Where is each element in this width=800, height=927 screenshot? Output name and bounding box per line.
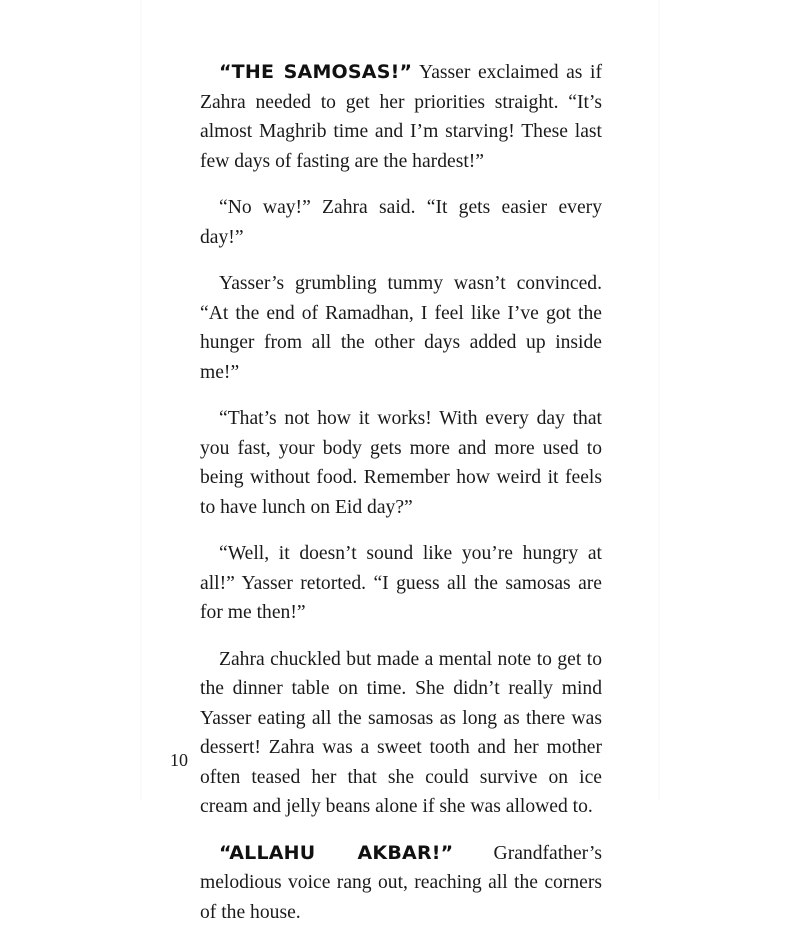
paragraph-text: “That’s not how it works! With every day that you fast, your body gets more and more used to being without food. Remember how weird it feels to have lunch on Eid day?”: [200, 408, 602, 518]
paragraph-text: Zahra chuckled but made a mental note to get to the dinner table on time. She didn’t really mind Yasser eating all the samosas as long as there was dessert! Zahra was a sweet tooth and her mother often teased her that she could survive on ice cream and jelly beans alone if she was allowed to.: [200, 649, 602, 818]
story-text: [200, 58, 602, 927]
paragraph-5: [200, 539, 602, 628]
page-number: 10: [170, 750, 188, 771]
paragraph-text: “No way!” Zahra said. “It gets easier every day!”: [200, 197, 602, 248]
paragraph-text: “Well, it doesn’t sound like you’re hungry at all!” Yasser retorted. “I guess all the samosas are for me then!”: [200, 543, 602, 623]
paragraph-text: Yasser exclaimed as if Zahra needed to get her priorities straight. “It’s almost Maghrib time and I’m starving! These last few days of fasting are the hardest!”: [200, 62, 602, 172]
paragraph-7: [200, 839, 602, 927]
paragraph-2: [200, 193, 602, 252]
exclamation-heading: “THE SAMOSAS!”: [219, 61, 412, 83]
paragraph-1: [200, 58, 602, 176]
paragraph-4: [200, 404, 602, 522]
exclamation-heading: “ALLAHU AKBAR!”: [219, 842, 453, 864]
paragraph-text: Grandfather’s melodious voice rang out, reaching all the corners of the house.: [200, 843, 602, 923]
paragraph-3: [200, 269, 602, 387]
paragraph-6: [200, 645, 602, 822]
paragraph-text: Yasser’s grumbling tummy wasn’t convinced. “At the end of Ramadhan, I feel like I’ve got the hunger from all the other days added up inside me!”: [200, 273, 602, 383]
